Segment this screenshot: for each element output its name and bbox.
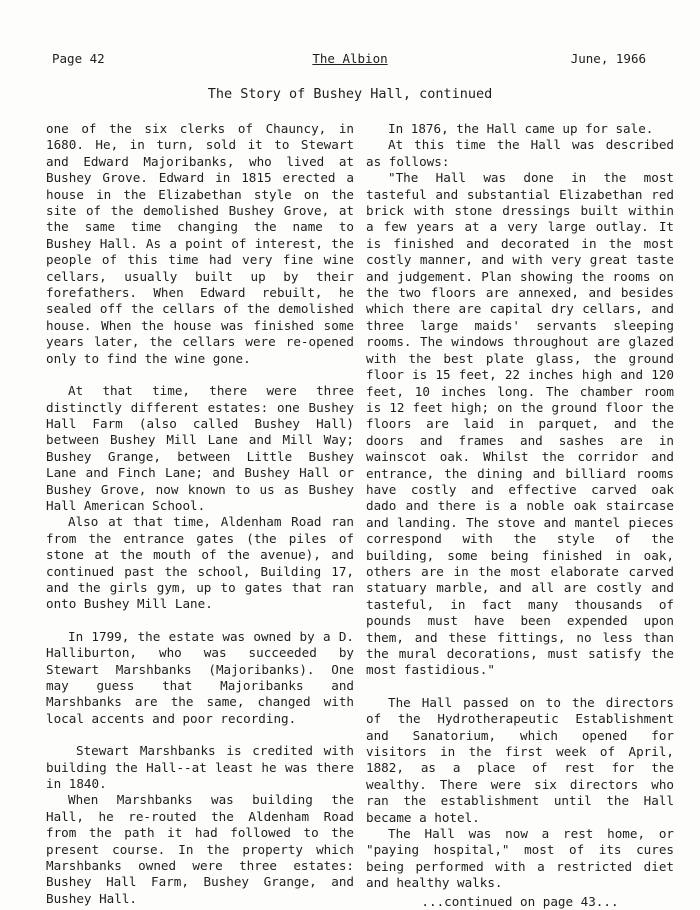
article-title: The Story of Bushey Hall, continued xyxy=(207,86,493,102)
paragraph: When Marshbanks was building the Hall, he re-routed the Aldenham Road from the path it had followed to the present course. In the property which Marshbanks owned were three estates: Bushey Hall Farm, Bushey Grange, and Bushey Hall. xyxy=(46,792,354,906)
right-column xyxy=(366,121,674,910)
paragraph: Stewart Marshbanks is credited with building the Hall--at least he was there in 1840. xyxy=(46,743,354,792)
paragraph: In 1799, the estate was owned by a D. Halliburton, who was succeeded by Stewart Marshbanks (Majoribanks). One may guess that Majoribanks and Marshbanks are the same, changed with local accents and poor recording. xyxy=(46,628,354,726)
page-header xyxy=(52,51,648,67)
paragraph: The Hall passed on to the directors of the Hydrotherapeutic Establishment and Sanatorium, which opened for visitors in the first week of April, 1882, as a place of rest for the wealthy. There were six directors who ran the establishment until the Hall became a hotel. xyxy=(366,694,674,825)
paragraph: At this time the Hall was described as follows: xyxy=(366,137,674,169)
left-column xyxy=(46,121,354,907)
paragraph: In 1876, the Hall came up for sale. xyxy=(388,121,654,136)
page-number: Page 42 xyxy=(52,51,105,66)
paragraph: At that time, there were three distinctly different estates: one Bushey Hall Farm (also called Bushey Hall) between Bushey Mill Lane and Mill Way; Bushey Grange, between Little Bushey Lane and Finch Lane; and Bushey Hall or Bushey Grove, now known to us as Bushey Hall American School. xyxy=(46,383,354,513)
paragraph: Also at that time, Aldenham Road ran from the entrance gates (the piles of stone at the mouth of the avenue), and continued past the school, Building 17, and the girls gym, up to gates that ran onto Bushey Mill Lane. xyxy=(46,514,354,612)
continued-note: ...continued on page 43... xyxy=(421,893,619,909)
issue-date: June, 1966 xyxy=(570,51,646,66)
paragraph: The Hall was now a rest home, or "paying hospital," most of its cures being performed with a restricted diet and healthy walks. xyxy=(366,826,674,891)
paragraph: one of the six clerks of Chauncy, in 1680. He, in turn, sold it to Stewart and Edward Majoribanks, who lived at Bushey Grove. Edward in 1815 erected a house in the Elizabethan style on the site of the demolished Bushey Grove, at the same time changing the name to Bushey Hall. As a point of interest, the people of this time had very fine wine cellars, usually built up by their forefathers. When Edward rebuilt, he sealed off the cellars of the demolished house. When the house was finished some years later, the cellars were re-opened only to find the wine gone. xyxy=(46,121,354,366)
quoted-description: "The Hall was done in the most tasteful and substantial Elizabethan red brick with stone dressings built within a few years at a very large outlay. It is finished and decorated in the most costly manner, and with very great taste and judgement. Plan showing the rooms on the two floors are annexed, and besides which there are capital dry cellars, and three large maids' servants sleeping rooms. The windows throughout are glazed with the best plate glass, the ground floor is 15 feet, 22 inches high and 120 feet, 10 inches long. The chamber room is 12 feet high; on the ground floor the floors are laid in parquet, and the doors and frames and sashes are in wainscot oak. Whilst the corridor and entrance, the dining and billiard rooms have costly and effective carved oak dado and there is a noble oak staircase and landing. The stove and mantel pieces correspond with the style of the building, some being finished in oak, others are in the most elaborate carved statuary marble, and all are costly and tasteful, in fact many thousands of pounds must have been expended upon them, and these fittings, no less than the mural decorations, must satisfy the most fastidious." xyxy=(366,170,674,678)
publication-name: The Albion xyxy=(312,51,388,66)
